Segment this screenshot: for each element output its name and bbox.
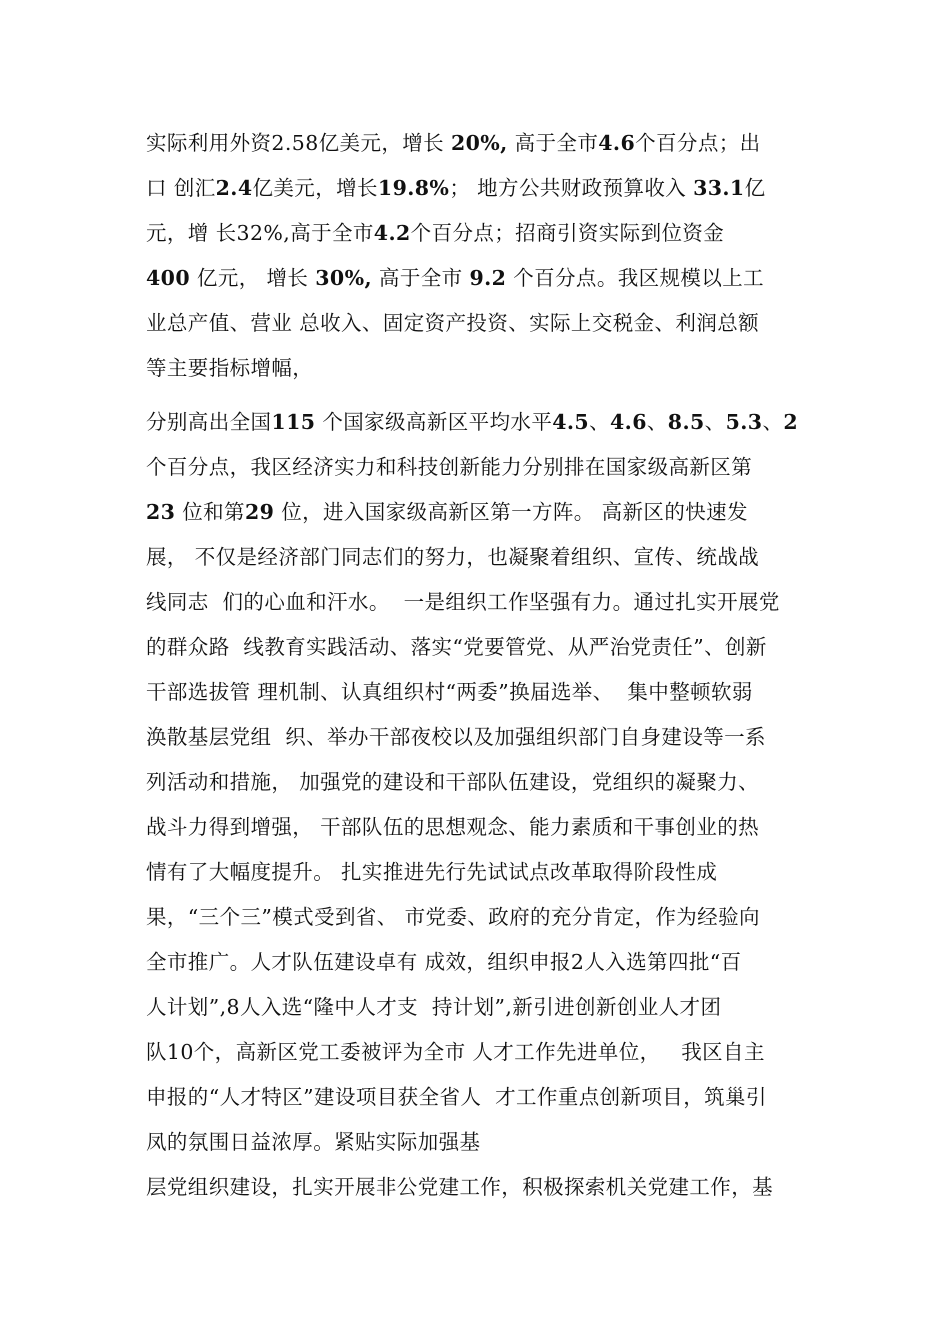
text-line xyxy=(146,1127,480,1157)
text-segment: 个国家级高新区平均水平 xyxy=(315,410,553,434)
text-line xyxy=(146,587,780,617)
text-segment: 涣散基层党组 织、举办干部夜校以及加强组织部门自身建设等一系 xyxy=(146,725,766,749)
text-line xyxy=(146,722,766,752)
text-line xyxy=(146,812,759,842)
text-segment: 4.5 xyxy=(552,410,590,434)
text-segment: 位，进入国家级高新区第一方阵。 高新区的快速发 xyxy=(274,500,748,524)
text-segment: 20%, xyxy=(450,131,508,155)
text-segment: 申报的“人才特区”建设项目获全省人 才工作重点创新项目，筑巢引 xyxy=(146,1085,767,1109)
text-line xyxy=(146,173,766,203)
text-line xyxy=(146,263,764,293)
text-segment: 30%, xyxy=(315,266,372,290)
text-segment: 列活动和措施， 加强党的建设和干部队伍建设，党组织的凝聚力、 xyxy=(146,770,760,794)
text-segment: 等主要指标增幅， xyxy=(146,356,314,380)
text-segment: 的群众路 线教育实践活动、落实“党要管党、从严治党责任”、创新 xyxy=(146,635,767,659)
text-segment: 23 xyxy=(146,500,176,524)
text-segment: 个百分点；招商引资实际到位资金 xyxy=(410,221,725,245)
text-segment: 实际利用外资2.58亿美元，增长 xyxy=(146,131,451,155)
text-segment: 19.8% xyxy=(377,176,450,200)
text-segment: 战斗力得到增强， 干部队伍的思想观念、能力素质和干事创业的热 xyxy=(146,815,760,839)
text-segment: 凤的氛围日益浓厚。紧贴实际加强基 xyxy=(146,1130,481,1154)
text-segment: 8.5 xyxy=(667,410,705,434)
text-segment: 亿元， 增长 xyxy=(190,266,316,290)
text-segment: 2 xyxy=(783,410,799,434)
text-segment: 分别高出全国 xyxy=(146,410,272,434)
text-line xyxy=(146,1172,773,1202)
text-segment: 高于全市 xyxy=(372,266,470,290)
text-segment: 位和第 xyxy=(175,500,245,524)
text-segment: 、 xyxy=(646,410,668,434)
text-segment: 、 xyxy=(762,410,784,434)
text-segment: 元，增 长32%,高于全市 xyxy=(146,221,374,245)
text-segment: 个百分点。我区规模以上工 xyxy=(506,266,765,290)
text-segment: 展， 不仅是经济部门同志们的努力，也凝聚着组织、宣传、统战战 xyxy=(146,545,760,569)
text-segment: 33.1 xyxy=(693,176,745,200)
text-segment: 亿 xyxy=(744,176,766,200)
text-segment: 个百分点，我区经济实力和科技创新能力分别排在国家级高新区第 xyxy=(146,455,753,479)
text-line xyxy=(146,767,759,797)
text-line xyxy=(146,1037,765,1067)
text-segment: 4.2 xyxy=(373,221,411,245)
text-line xyxy=(146,308,759,338)
text-segment: 情有了大幅度提升。 扎实推进先行先试试点改革取得阶段性成 xyxy=(146,860,718,884)
text-segment: 业总产值、营业 总收入、固定资产投资、实际上交税金、利润总额 xyxy=(146,311,760,335)
text-line xyxy=(146,857,717,887)
text-line xyxy=(146,902,760,932)
text-segment: 口 创汇 xyxy=(146,176,216,200)
text-line xyxy=(146,542,759,572)
text-line xyxy=(146,632,767,662)
text-segment: 2.4 xyxy=(215,176,253,200)
text-segment: 4.6 xyxy=(598,131,636,155)
text-segment: 全市推广。人才队伍建设卓有 成效，组织申报2人入选第四批“百 xyxy=(146,950,742,974)
text-segment: 4.6 xyxy=(610,410,647,434)
text-line xyxy=(146,497,748,527)
text-segment: 、 xyxy=(589,410,611,434)
text-segment: 29 xyxy=(244,500,275,524)
text-segment: 队10个，高新区党工委被评为全市 人才工作先进单位， 我区自主 xyxy=(146,1040,765,1064)
text-segment: 400 xyxy=(146,266,190,290)
text-segment: 个百分点；出 xyxy=(635,131,761,155)
text-segment: 9.2 xyxy=(469,266,507,290)
text-segment: 高于全市 xyxy=(507,131,599,155)
text-segment: 层党组织建设，扎实开展非公党建工作，积极探索机关党建工作，基 xyxy=(146,1175,773,1199)
text-line xyxy=(146,407,798,437)
text-segment: 果，“三个三”模式受到省、 市党委、政府的充分肯定，作为经验向 xyxy=(146,905,760,929)
text-line xyxy=(146,452,752,482)
text-line xyxy=(146,353,313,383)
text-segment: 人计划”,8人入选“隆中人才支 持计划”,新引进创新创业人才团 xyxy=(146,995,722,1019)
text-line xyxy=(146,992,721,1022)
text-segment: 亿美元，增长 xyxy=(252,176,378,200)
text-line xyxy=(146,218,724,248)
text-line xyxy=(146,128,761,158)
text-line xyxy=(146,677,753,707)
text-segment: 、 xyxy=(704,410,726,434)
text-segment: 115 xyxy=(271,410,316,434)
text-segment: 干部选拔管 理机制、认真组织村“两委”换届选举、 集中整顿软弱 xyxy=(146,680,753,704)
text-segment: 线同志 们的心血和汗水。 一是组织工作坚强有力。通过扎实开展党 xyxy=(146,590,780,614)
text-line xyxy=(146,947,742,977)
text-segment: ； 地方公共财政预算收入 xyxy=(449,176,694,200)
text-line xyxy=(146,1082,767,1112)
text-segment: 5.3 xyxy=(725,410,763,434)
